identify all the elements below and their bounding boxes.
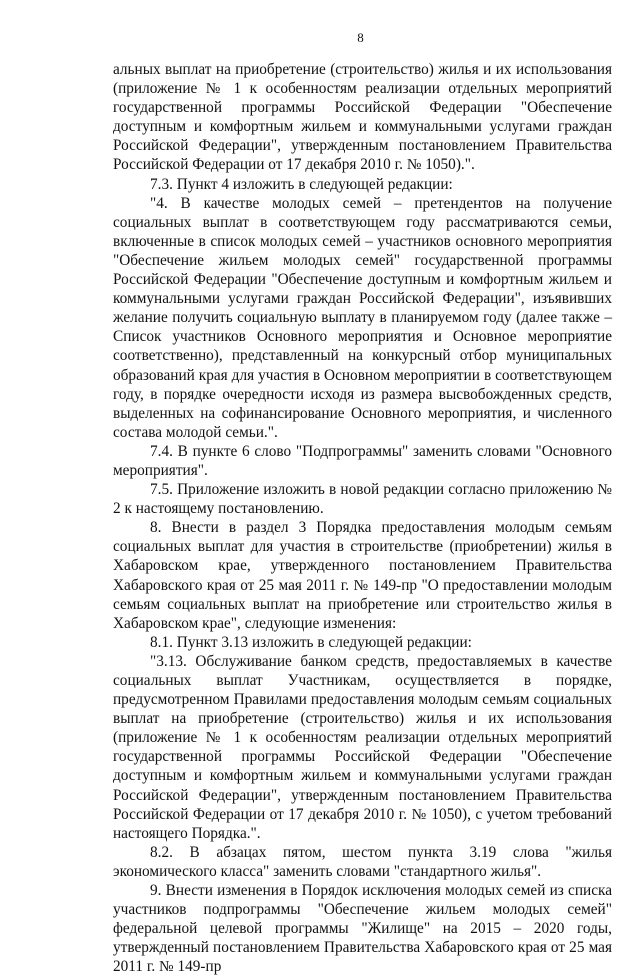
document-body bbox=[113, 60, 612, 977]
paragraph-point-4: "4. В качестве молодых семей – претендентов на получение социальных выплат в соответствующем году рассматриваются семьи, включенные в список молодых семей – участников основного мероприятия "Обеспечение жильем молодых семей" государственной программы Российской Федерации "Обеспечение доступным и комфортным жильем и коммунальными услугами граждан Российской Федерации", изъявивших желание получить социальную выплату в планируемом году (далее также – Список участников Основного мероприятия и Основное мероприятие соответственно), представленный на конкурсный отбор муниципальных образований края для участия в Основном мероприятии в соответствующем году, в порядке очередности исходя из размера высвобожденных средств, выделенных на софинансирование Основного мероприятия, и численного состава молодой семьи.". bbox=[113, 194, 612, 441]
paragraph-8: 8. Внести в раздел 3 Порядка предоставления молодым семьям социальных выплат для участия в строительстве (приобретении) жилья в Хабаровском крае, утвержденного постановлением Правительства Хабаровского края от 25 мая 2011 г. № 149-пр "О предоставлении молодым семьям социальных выплат на приобретение или строительство жилья в Хабаровском крае", следующие изменения: bbox=[113, 519, 612, 632]
page-number: 8 bbox=[357, 30, 364, 45]
paragraph-7-5: 7.5. Приложение изложить в новой редакции согласно приложению № 2 к настоящему постановлению. bbox=[113, 481, 612, 518]
paragraph-9: 9. Внести изменения в Порядок исключения молодых семей из списка участников подпрограммы "Обеспечение жильем молодых семей" федеральной целевой программы "Жилище" на 2015 – 2020 годы, утвержденный постановлением Правительства Хабаровского края от 25 мая 2011 г. № 149-пр bbox=[113, 882, 612, 976]
paragraph-3-13: "3.13. Обслуживание банком средств, предоставляемых в качестве социальных выплат Участникам, осуществляется в порядке, предусмотренном Правилами предоставления молодым семьям социальных выплат на приобретение (строительство) жилья и их использования (приложение № 1 к особенностям реализации отдельных мероприятий государственной программы Российской Федерации "Обеспечение доступным и комфортным жильем и коммунальными услугами граждан Российской Федерации", утвержденным постановлением Правительства Российской Федерации от 17 декабря 2010 г. № 1050), с учетом требований настоящего Порядка.". bbox=[113, 652, 612, 842]
paragraph-continuation: альных выплат на приобретение (строительство) жилья и их использования (приложение № 1 к особенностям реализации отдельных мероприятий государственной программы Российской Федерации "Обеспечение доступным и комфортным жильем и коммунальными услугами граждан Российской Федерации", утвержденным постановлением Правительства Российской Федерации от 17 декабря 2010 г. № 1050).". bbox=[113, 61, 612, 174]
paragraph-8-2: 8.2. В абзацах пятом, шестом пункта 3.19 слова "жилья экономического класса" заменить словами "стандартного жилья". bbox=[113, 843, 612, 880]
paragraph-8-1: 8.1. Пункт 3.13 изложить в следующей редакции: bbox=[150, 633, 472, 651]
paragraph-7-4: 7.4. В пункте 6 слово "Подпрограммы" заменить словами "Основного мероприятия". bbox=[113, 442, 612, 479]
paragraph-7-3: 7.3. Пункт 4 изложить в следующей редакции: bbox=[150, 175, 453, 193]
